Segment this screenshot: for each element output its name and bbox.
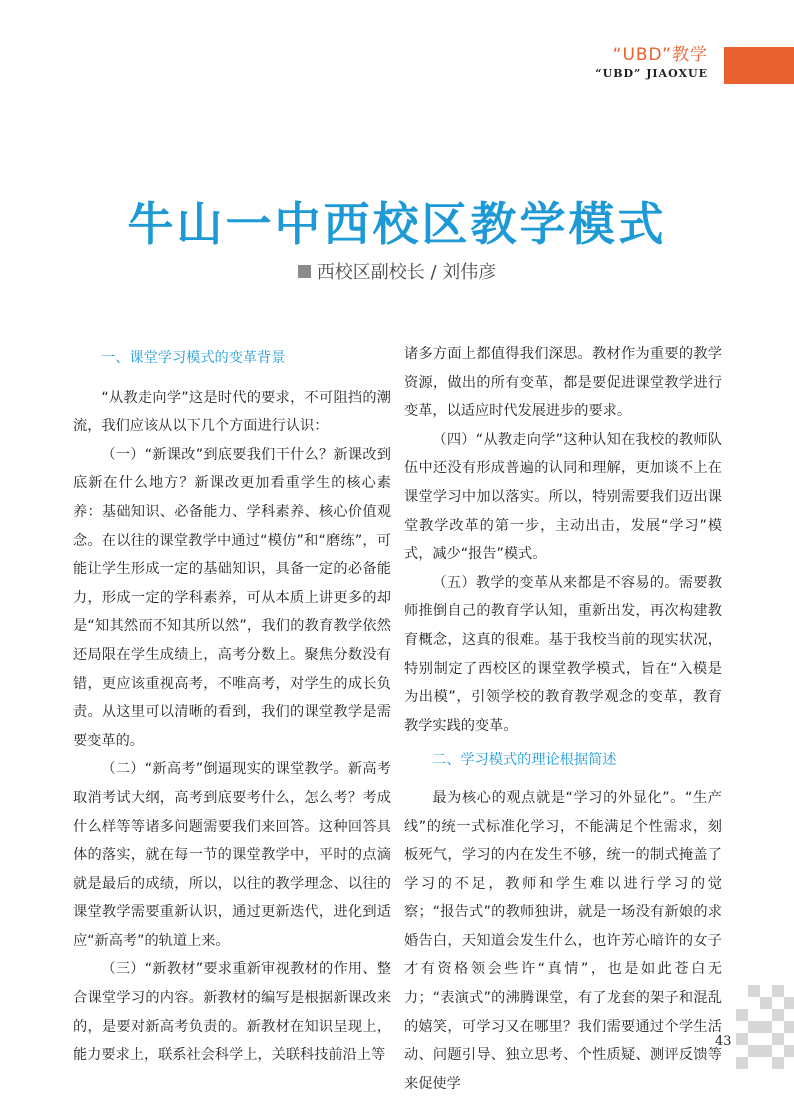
paragraph: （三）“新教材”要求重新审视教材的作用、整合课堂学习的内容。新教材的编写是根据新课改来的，是要对新高考负责的。新教材在知识呈现上，能力要求上，联系社会科学上，关联科技前沿上等 [73,961,391,1064]
left-column [73,342,391,1070]
paragraph-continued: 诸多方面上都值得我们深思。教材作为重要的教学资源，做出的所有变革，都是要促进课堂教学进行变革，以适应时代发展进步的要求。 [404,346,722,420]
section-title-cn: “UBD”教学 [612,45,708,65]
page-number: 43 [715,1034,732,1049]
right-column [404,340,722,1098]
paragraph: （五）教学的变革从来都是不容易的。需要教师推倒自己的教育学认知，重新出发，再次构建教育概念，这真的很难。基于我校当前的现实状况，特别制定了西校区的课堂教学模式，旨在“入模是为出模”，引领学校的教育教学观念的变革，教育教学实践的变革。 [404,574,722,734]
header-accent-bar [724,47,794,84]
section-1-heading: 一、课堂学习模式的变革背景 [101,350,286,366]
paragraph: 最为核心的观点就是“学习的外显化”。“生产线”的统一式标准化学习，不能满足个性需求，刻板死气，学习的内在发生不够，统一的制式掩盖了学习的不足，教师和学生难以进行学习的觉察；“报告式”的教师独讲，就是一场没有新娘的求婚告白，天知道会发生什么，也许芳心暗许的女子才有资格领会些许“真情”，也是如此苍白无力；“表演式”的沸腾课堂，有了龙套的架子和混乱的嬉笑，可学习又在哪里？我们需要通过个学生活动、问题引导、独立思考、个性质疑、测评反馈等来促使学 [404,789,722,1092]
section-2-heading: 二、学习模式的理论根据简述 [432,752,617,769]
byline-text: 西校区副校长 / 刘伟彦 [316,262,497,283]
paragraph: （四）“从教走向学”这种认知在我校的教师队伍中还没有形成普遍的认同和理解，更加谈不上在课堂学习中加以落实。所以，特别需要我们迈出课堂教学改革的第一步，主动出击，发展“学习”模式，减少“报告”模式。 [404,431,722,563]
paragraph: （一）“新课改”到底要我们干什么？新课改到底新在什么地方？新课改更加看重学生的核心素养：基础知识、必备能力、学科素养、核心价值观念。在以往的课堂教学中通过“模仿”和“磨练”，可能让学生形成一定的基础知识，具备一定的必备能力，形成一定的学科素养，可从本质上讲更多的却是“知其然而不知其所以然”，我们的教育教学依然还局限在学生成绩上，高考分数上。聚焦分数没有错，更应该重视高考，不唯高考，对学生的成长负责。从这里可以清晰的看到，我们的课堂教学是需要变革的。 [73,446,391,749]
paragraph: （二）“新高考”倒逼现实的课堂教学。新高考取消考试大纲，高考到底要考什么，怎么考？考成什么样等等诸多问题需要我们来回答。这种回答具体的落实，就在每一节的课堂教学中，平时的点滴就是最后的成绩，所以，以往的教学理念、以往的课堂教学需要重新认识，通过更新迭代，进化到适应“新高考”的轨道上来。 [73,761,391,949]
byline [0,258,794,284]
square-bullet-icon [298,265,311,278]
section-title-en: “UBD” JIAOXUE [595,67,708,80]
article-title: 牛山一中西校区教学模式 [127,197,667,251]
paragraph: “从教走向学”这是时代的要求，不可阻挡的潮流，我们应该从以下几个方面进行认识： [73,389,391,435]
